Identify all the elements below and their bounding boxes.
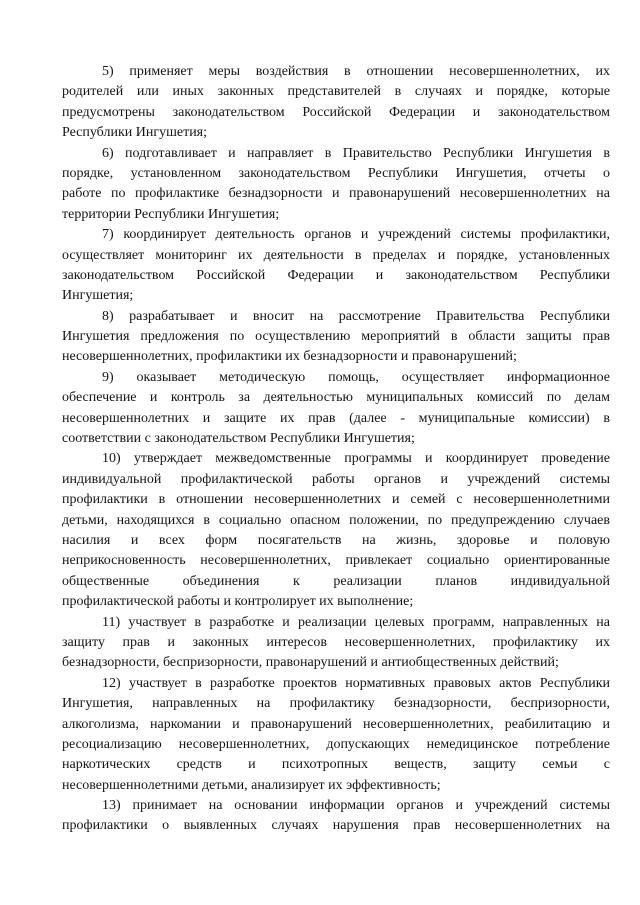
text-line: безнадзорности, беспризорности, правонарушений и антиобщественных действий;: [62, 655, 559, 671]
document-body: [62, 62, 610, 837]
text-line: насилия и всех форм посягательств на жизнь, здоровье и половую: [62, 532, 610, 548]
text-line: законодательством Российской Федерации и законодательством Республики: [62, 267, 610, 283]
clause-item: [62, 796, 610, 837]
text-line: неприкосновенность несовершеннолетних, привлекает социально ориентированные: [62, 553, 610, 569]
text-line: алкоголизма, наркомании и правонарушений несовершеннолетних, реабилитацию и: [62, 716, 610, 732]
clause-item: [62, 368, 610, 450]
text-line: порядке, установленном законодательством Республики Ингушетия, отчеты о: [62, 165, 610, 181]
text-line: Ингушетия предложения по осуществлению мероприятий в области защиты прав: [62, 329, 610, 345]
clause-item: [62, 613, 610, 674]
text-line: осуществляет мониторинг их деятельности в пределах и порядке, установленных: [62, 247, 610, 263]
text-line: Ингушетия, направленных на профилактику безнадзорности, беспризорности,: [62, 696, 610, 712]
text-line: общественные объединения к реализации планов индивидуальной: [62, 573, 610, 589]
text-line: территории Республики Ингушетия;: [62, 206, 280, 222]
text-line: несовершеннолетних и защите их прав (далее - муниципальные комиссии) в: [62, 410, 610, 426]
clause-item: [62, 674, 610, 796]
text-line: профилактики в отношении несовершеннолетних и семей с несовершеннолетними: [62, 492, 610, 508]
clause-first-line: 11) участвует в разработке и реализации целевых программ, направленных на: [102, 614, 610, 630]
text-line: Ингушетия;: [62, 288, 134, 304]
clause-item: [62, 449, 610, 612]
clause-first-line: 13) принимает на основании информации органов и учреждений системы: [102, 798, 610, 814]
clause-first-line: 8) разрабатывает и вносит на рассмотрение Правительства Республики: [102, 308, 610, 324]
text-line: ресоциализацию несовершеннолетних, допускающих немедицинское потребление: [62, 736, 610, 752]
clause-first-line: 10) утверждает межведомственные программы и координирует проведение: [102, 451, 610, 467]
text-line: соответствии с законодательством Республики Ингушетия;: [62, 431, 415, 447]
text-line: профилактики о выявленных случаях нарушения прав несовершеннолетних на: [62, 818, 610, 834]
text-line: Республики Ингушетия;: [62, 125, 208, 141]
text-line: профилактической работы и контролирует их выполнение;: [62, 594, 414, 610]
text-line: защиту прав и законных интересов несовершеннолетних, профилактику их: [62, 634, 610, 650]
text-line: индивидуальной профилактической работы органов и учреждений системы: [62, 471, 610, 487]
clause-item: [62, 225, 610, 307]
clause-first-line: 6) подготавливает и направляет в Правительство Республики Ингушетия в: [102, 145, 610, 161]
clause-first-line: 9) оказывает методическую помощь, осуществляет информационное: [102, 369, 610, 385]
text-line: наркотических средств и психотропных веществ, защиту семьи с: [62, 757, 610, 773]
text-line: несовершеннолетних, профилактики их безнадзорности и правонарушений;: [62, 349, 517, 365]
clause-item: [62, 62, 610, 144]
clause-first-line: 5) применяет меры воздействия в отношении несовершеннолетних, их: [102, 64, 610, 79]
text-line: несовершеннолетними детьми, анализирует их эффективность;: [62, 777, 441, 793]
clause-item: [62, 307, 610, 368]
clause-first-line: 12) участвует в разработке проектов нормативных правовых актов Республики: [102, 675, 610, 691]
clause-first-line: 7) координирует деятельность органов и учреждений системы профилактики,: [102, 227, 610, 243]
text-line: детьми, находящихся в социально опасном положении, по предупреждению случаев: [62, 512, 610, 528]
text-line: родителей или иных законных представителей в случаях и порядке, которые: [62, 84, 610, 100]
text-line: работе по профилактике безнадзорности и правонарушений несовершеннолетних на: [62, 186, 610, 202]
clause-item: [62, 144, 610, 226]
text-line: обеспечение и контроль за деятельностью муниципальных комиссий по делам: [62, 390, 610, 406]
text-line: предусмотрены законодательством Российской Федерации и законодательством: [62, 104, 610, 120]
